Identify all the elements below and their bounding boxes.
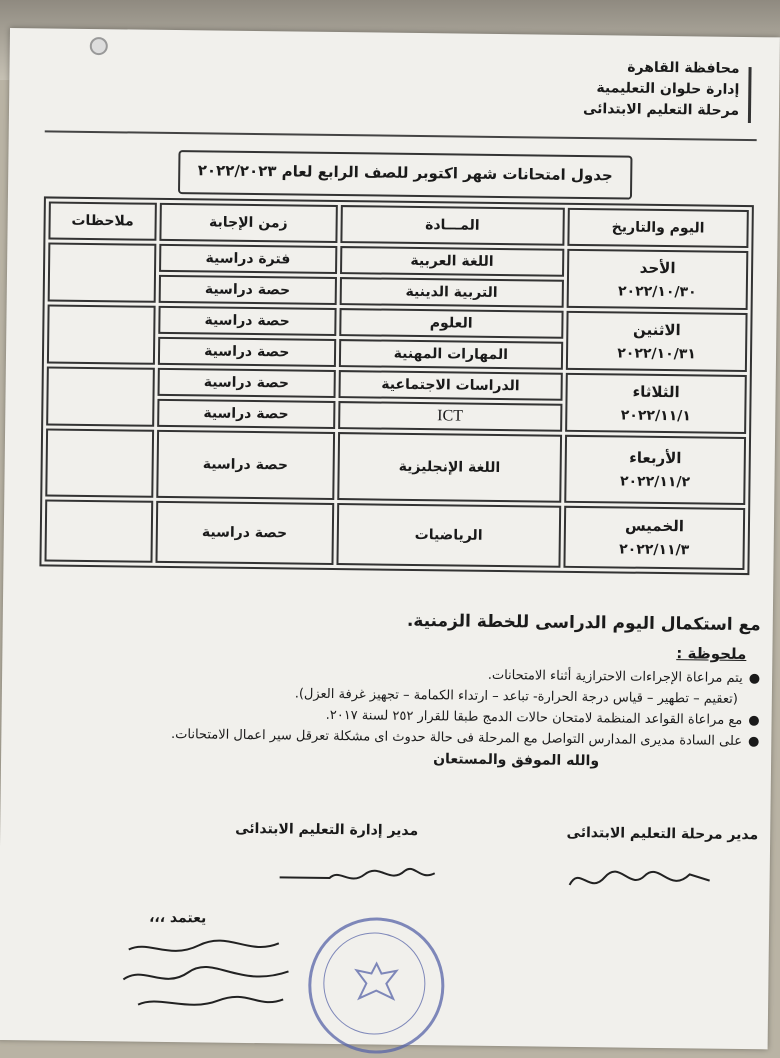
time-cell: حصة دراسية [158,306,336,336]
binder-hole-icon [90,37,108,55]
day-name: الأربعاء [629,448,682,468]
subject-cell: اللغة العربية [340,246,565,277]
day-date: ٢٠٢٢/١٠/٣١ [617,344,696,362]
approval-label: يعتمد ،،، [149,909,207,927]
header-divider [748,67,752,123]
subject-cell: الرياضيات [336,503,561,568]
day-cell [567,249,749,310]
approval-signature [108,929,309,1021]
admin-director-signature [269,849,450,901]
bullet-icon: ● [748,671,761,687]
day-cell [566,311,748,372]
bullet-text: مع مراعاة القواعد المنظمة لامتحان حالات الدمج طبقا للقرار ٢٥٢ لسنة ٢٠١٧. [325,707,743,728]
table-row [47,366,747,403]
bullet-icon: ● [748,713,760,729]
notes-cell [48,242,157,302]
stage-label: مرحلة التعليم الابتدائى [582,101,740,119]
note-bullet-sub: (تعقيم – تطهير – قياس درجة الحرارة- تباعد – ارتداء الكمامة – تجهيز غرفة العزل). [294,686,738,707]
header-time: زمن الإجابة [159,203,337,243]
subject-cell: العلوم [339,308,564,339]
time-cell: حصة دراسية [158,337,336,367]
day-cell [565,373,747,434]
stage-director-signature [559,855,720,907]
notes-cell [45,428,154,497]
table-row [48,242,748,279]
admin-director-title: مدير إدارة التعليم الابتدائى [235,820,419,840]
subject-cell: الدراسات الاجتماعية [338,370,563,401]
day-cell [563,506,745,570]
main-note: مع استكمال اليوم الدراسى للخطة الزمنية. [406,610,761,636]
official-seal-icon [308,917,446,1055]
governorate-label: محافظة القاهرة [627,59,740,77]
day-date: ٢٠٢٢/١١/٣ [619,541,690,559]
top-rule [45,130,757,141]
header-day: اليوم والتاريخ [567,208,748,248]
bullet-text: يتم مراعاة الإجراءات الاحترازية أثناء الامتحانات. [487,667,743,687]
time-cell: حصة دراسية [157,368,335,398]
time-cell: فترة دراسية [159,244,337,274]
day-name: الثلاثاء [632,382,680,401]
header-block [583,57,740,122]
table-row [45,428,746,505]
note-bullet [38,662,760,686]
subject-cell: ICT [338,401,563,432]
notes-section [37,606,761,771]
header-notes: ملاحظات [48,201,156,240]
time-cell: حصة دراسية [159,275,337,305]
bullet-text: على السادة مديرى المدارس التواصل مع المرحلة فى حالة حدوث اى مشكلة تعرقل سير اعمال الامتحانات. [170,727,743,749]
day-name: الاثنين [632,320,681,339]
table-row [44,499,745,570]
eagle-emblem-icon [351,958,402,1014]
note-title: ملحوظة : [676,644,747,664]
notes-cell [44,499,153,562]
day-date: ٢٠٢٢/١٠/٣٠ [617,282,697,300]
bullet-icon: ● [747,734,760,750]
day-date: ٢٠٢٢/١١/٢ [619,473,691,491]
exam-schedule-table [39,196,753,575]
header-subject: المـــادة [340,205,565,246]
document-page [0,28,780,1049]
closing-line: والله الموفق والمستعان [433,751,600,770]
day-cell [564,435,746,505]
notes-cell [47,304,156,364]
day-name: الأحد [639,258,676,277]
subject-cell: اللغة الإنجليزية [337,432,562,503]
table-header-row [48,201,748,248]
stage-director-title: مدير مرحلة التعليم الابتدائى [566,824,759,844]
page-title: جدول امتحانات شهر اكتوبر للصف الرابع لعام ٢٠٢٢/٢٠٢٣ [178,150,633,200]
subject-cell: التربية الدينية [339,277,564,308]
note-bullet [37,725,759,749]
table-row [47,304,747,341]
time-cell: حصة دراسية [156,430,334,500]
day-date: ٢٠٢٢/١١/١ [620,406,691,424]
subject-cell: المهارات المهنية [338,339,563,370]
note-bullet [38,704,760,728]
administration-label: إدارة حلوان التعليمية [596,80,740,98]
notes-cell [46,366,155,426]
time-cell: حصة دراسية [157,399,335,429]
time-cell: حصة دراسية [155,501,333,565]
day-name: الخميس [624,516,685,536]
signature-row [36,818,759,844]
